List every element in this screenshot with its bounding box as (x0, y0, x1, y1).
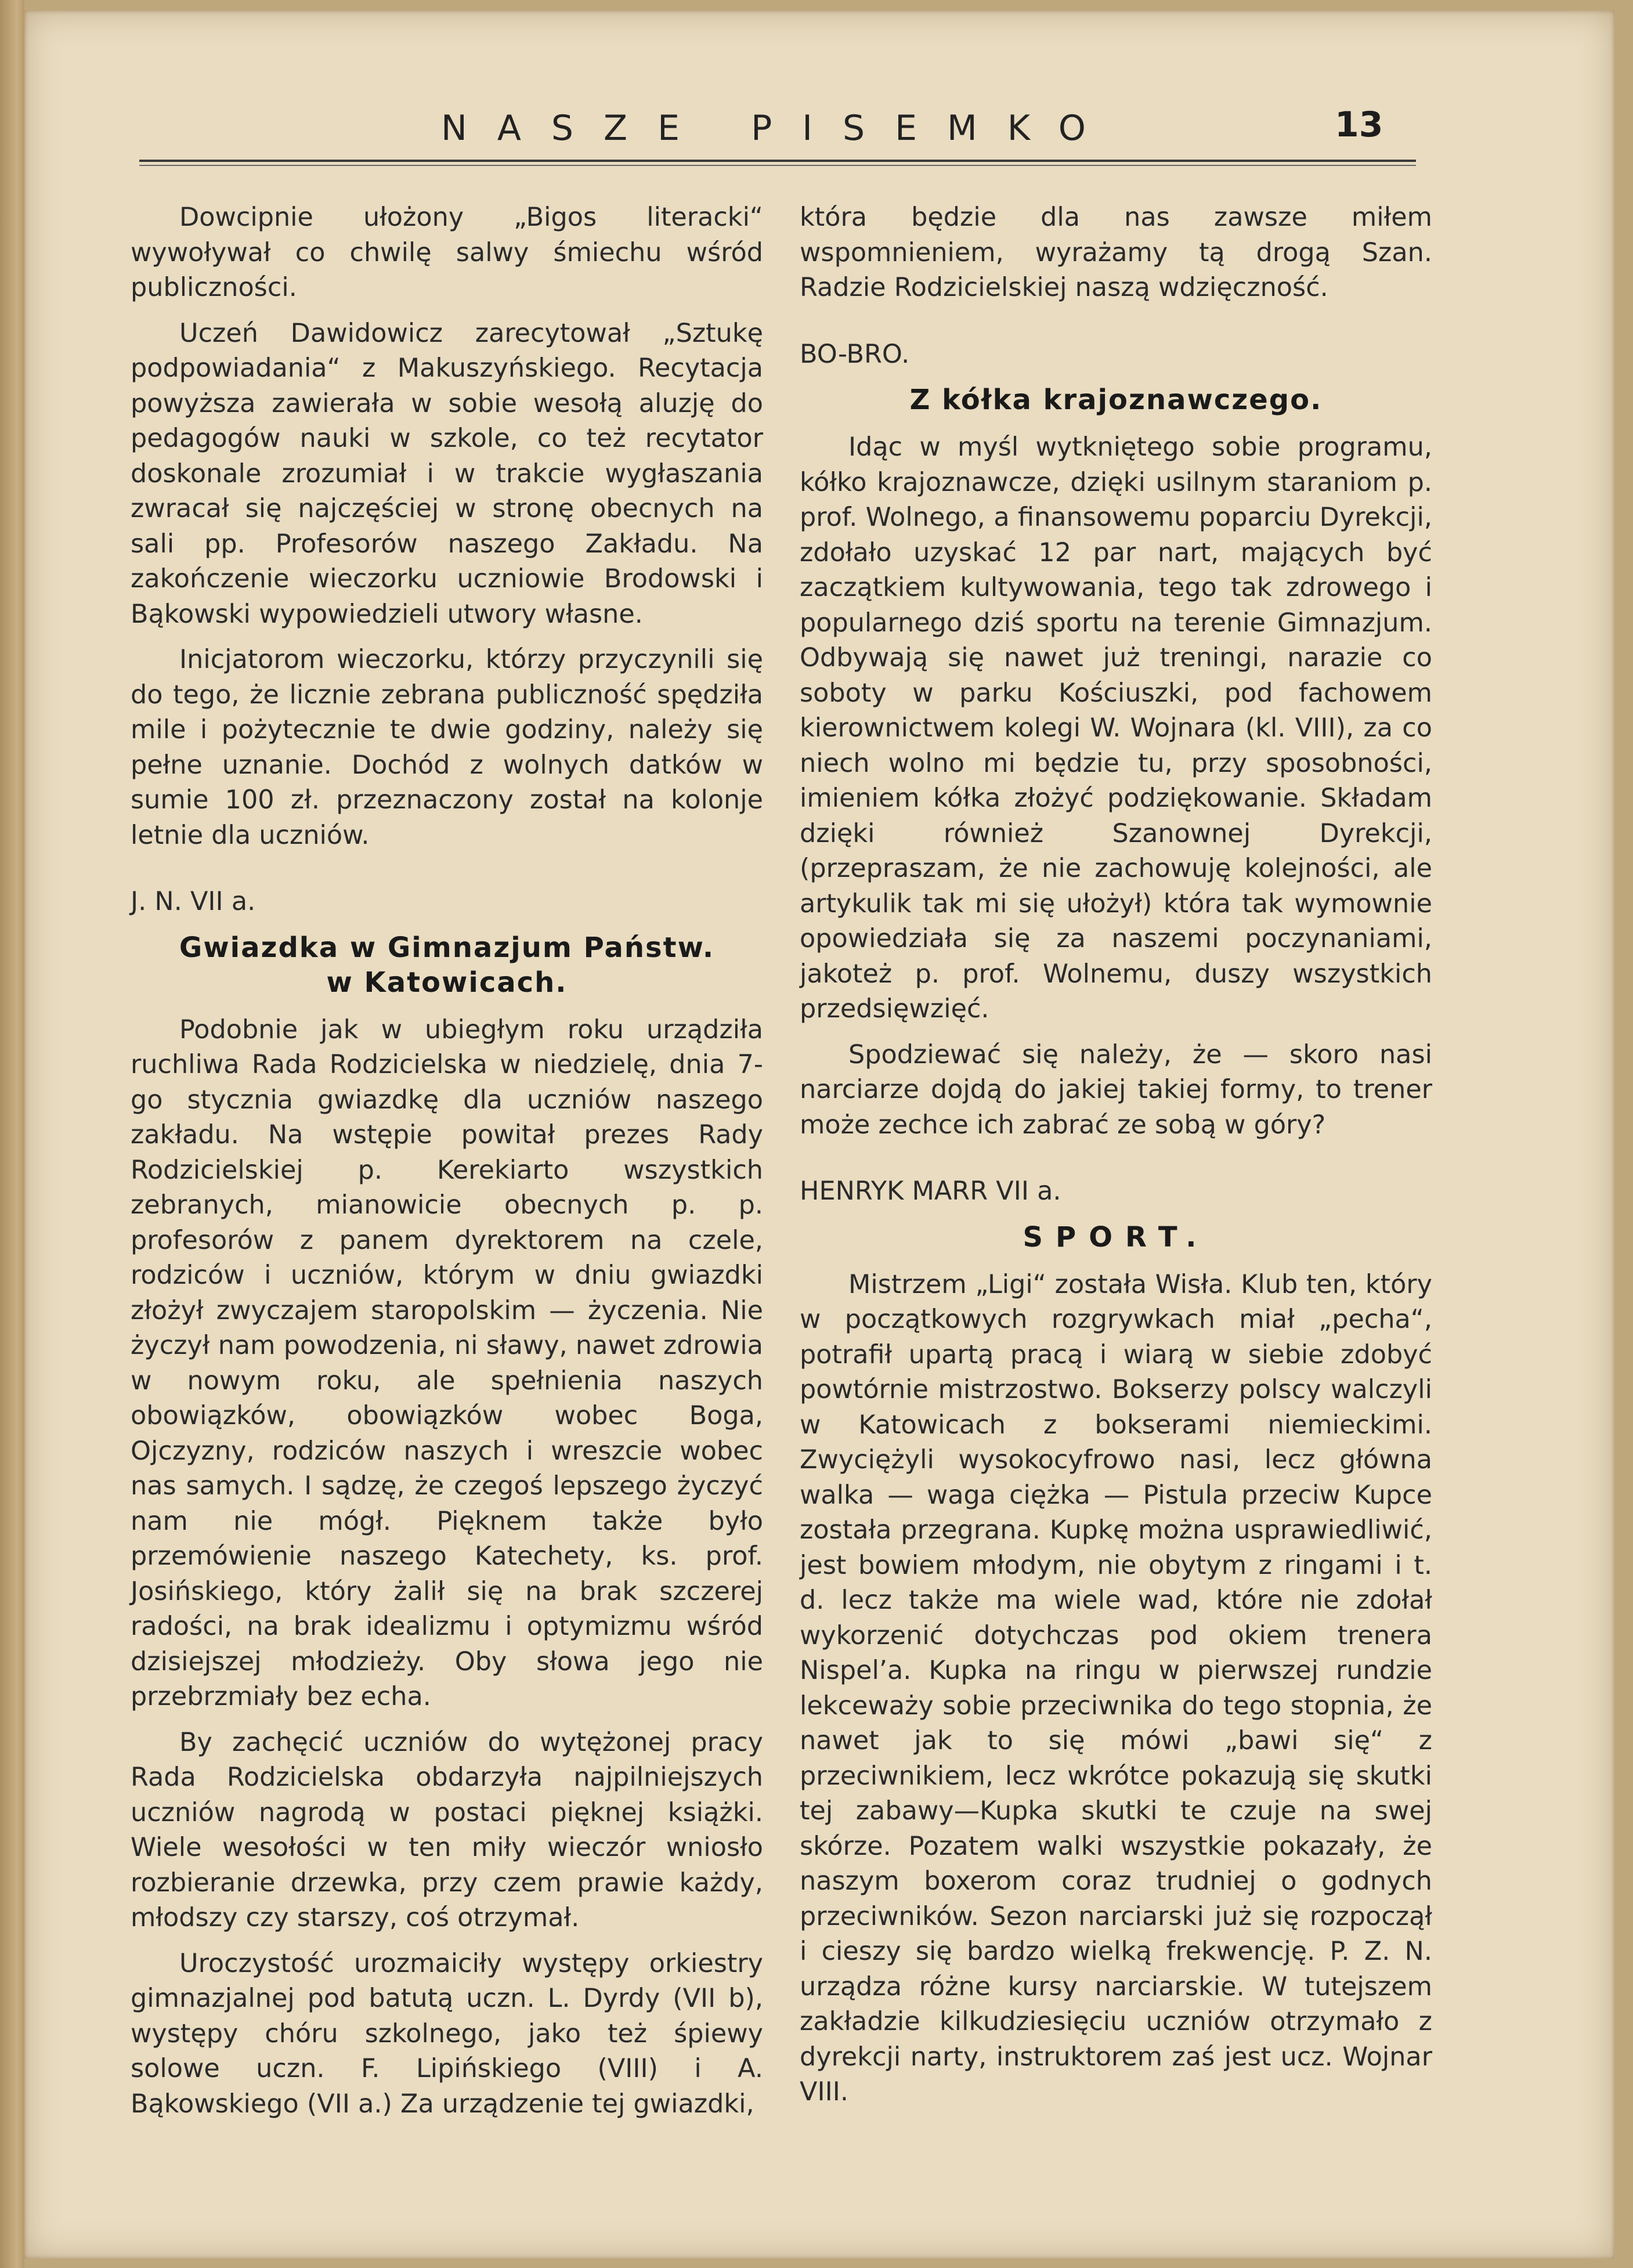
paragraph: Uczeń Dawidowicz zarecytował „Sztukę podpowiadania“ z Makuszyńskiego. Recytacja powyższa zawierała w sobie wesołą aluzję do pedagogów nauki w szkole, co też recytator doskonale zrozumiał i w trakcie wygłaszania zwracał się najczęściej w stronę obecnych na sali pp. Profesorów naszego Zakładu. Na zakończenie wieczorku uczniowie Brodowski i Bąkowski wypowiedzieli utwory własne. (131, 318, 763, 629)
paragraph: która będzie dla nas zawsze miłem wspomnieniem, wyrażamy tą drogą Szan. Radzie Rodzicielskiej naszą wdzięczność. (800, 203, 1432, 302)
paragraph: Inicjatorom wieczorku, którzy przyczynili się do tego, że licznie zebrana publiczność spędziła mile i pożytecznie te dwie godziny, należy się pełne uznanie. Dochód z wolnych datków w sumie 100 zł. przeznaczony został na kolonje letnie dla uczniów. (131, 645, 763, 850)
paragraph: Dowcipnie ułożony „Bigos literacki“ wywoływał co chwilę salwy śmiechu wśród publiczności. (131, 203, 763, 302)
paragraph: Mistrzem „Ligi“ została Wisła. Klub ten, który w początkowych rozgrywkach miał „pecha“, potrafił upartą pracą i wiarą w siebie zdobyć powtórnie mistrzostwo. Bokserzy polscy walczyli w Katowicach z bokserami niemieckimi. Zwyciężyli wysokocyfrowo nasi, lecz główna walka — waga ciężka — Pistula przeciw Kupce została przegrana. Kupkę można usprawiedliwić, jest bowiem młodym, nie obytym z ringami i t. d. lecz także ma wiele wad, które nie zdołał wykorzenić dotychczas pod okiem trenera Nispel’a. Kupka na ringu w pierwszej rundzie lekceważy sobie przeciwnika do tego stopnia, że nawet jak to się mówi „bawi się“ z przeciwnikiem, lecz wkrótce pokazują się skutki tej zabawy—Kupka skutki te czuje na swej skórze. Pozatem walki wszystkie pokazały, że naszym boxerom coraz trudniej o godnych przeciwników. Sezon narciarski już się rozpoczął i cieszy się bardzo wielką frekwencję. P. Z. N. urządza różne kursy narciarskie. W tutejszem zakładzie kilkudziesięciu uczniów otrzymało z dyrekcji narty, instruktorem zaś jest ucz. Wojnar VIII. (800, 1269, 1432, 2107)
article-heading: SPORT. (1023, 1220, 1209, 1254)
article-heading: Z kółka krajoznawczego. (909, 384, 1323, 416)
author-signature: J. N. VII a. (131, 887, 256, 916)
paragraph: Spodziewać się należy, że — skoro nasi narciarze dojdą do jakiej takiej formy, to trener może zechce ich zabrać ze sobą w góry? (800, 1039, 1432, 1140)
paragraph: Idąc w myśl wytkniętego sobie programu, kółko krajoznawcze, dzięki usilnym staraniom p. prof. Wolnego, a finansowemu poparciu Dyrekcji, zdołało uzyskać 12 par nart, mających być zaczątkiem kultywowania, tego tak zdrowego i popularnego dziś sportu na terenie Gimnazjum. Odbywają się nawet już treningi, narazie co soboty w parku Kościuszki, pod fachowem kierownictwem kolegi W. Wojnara (kl. VIII), za co niech wolno mi będzie tu, przy sposobności, imieniem kółka złożyć podziękowanie. Składam dzięki również Szanownej Dyrekcji, (przepraszam, że nie zachowuję kolejności, ale artykulik tak mi się ułożył) która tak wymownie opowiedziała się za naszemi poczynaniami, jakoteż p. prof. Wolnemu, duszy wszystkich przedsięwzięć. (800, 432, 1432, 1024)
header-rule-thin (139, 165, 1416, 166)
header-rule (139, 160, 1416, 162)
author-signature: BO-BRO. (800, 339, 910, 369)
masthead-title: NASZE PISEMKO (441, 108, 1117, 149)
article-heading-line: Gwiazdka w Gimnazjum Państw. (179, 931, 715, 964)
page-header (0, 104, 1633, 168)
author-signature: HENRYK MARR VII a. (800, 1176, 1061, 1206)
paragraph: Podobnie jak w ubiegłym roku urządziła ruchliwa Rada Rodzicielska w niedzielę, dnia 7-go stycznia gwiazdkę dla uczniów naszego zakładu. Na wstępie powitał prezes Rady Rodzicielskiej p. Kerekiarto wszystkich zebranych, mianowicie obecnych p. p. profesorów z panem dyrektorem na czele, rodziców i uczniów, którym w dniu gwiazdki złożył zwyczajem staropolskim — życzenia. Nie życzył nam powodzenia, ni sławy, nawet zdrowia w nowym roku, ale spełnienia naszych obowiązków, obowiązków wobec Boga, Ojczyzny, rodziców naszych i wreszcie wobec nas samych. I sądzę, że czegoś lepszego życzyć nam nie mógł. Pięknem także było przemówienie naszego Katechety, ks. prof. Josińskiego, który żalił się na brak szczerej radości, na brak idealizmu i optymizmu wśród dzisiejszej młodzieży. Oby słowa jego nie przebrzmiały bez echa. (131, 1014, 763, 1711)
left-column (131, 200, 763, 2122)
article-heading (131, 930, 763, 1000)
paragraph: By zachęcić uczniów do wytężonej pracy Rada Rodzicielska obdarzyła najpilniejszych uczniów nagrodą w postaci pięknej książki. Wiele wesołości w ten miły wieczór wniosło rozbieranie drzewka, przy czem prawie każdy, młodszy czy starszy, coś otrzymał. (131, 1727, 763, 1933)
article-heading-line: w Katowicach. (326, 966, 568, 999)
paragraph: Uroczystość urozmaiciły występy orkiestry gimnazjalnej pod batutą uczn. L. Dyrdy (VII b), występy chóru szkolnego, jako też śpiewy solowe uczn. F. Lipińskiego (VIII) i A. Bąkowskiego (VII a.) Za urządzenie tej gwiazdki, (131, 1948, 763, 2119)
right-column (800, 200, 1432, 2110)
page-number: 13 (1335, 104, 1383, 145)
binding-edge (0, 0, 24, 2268)
